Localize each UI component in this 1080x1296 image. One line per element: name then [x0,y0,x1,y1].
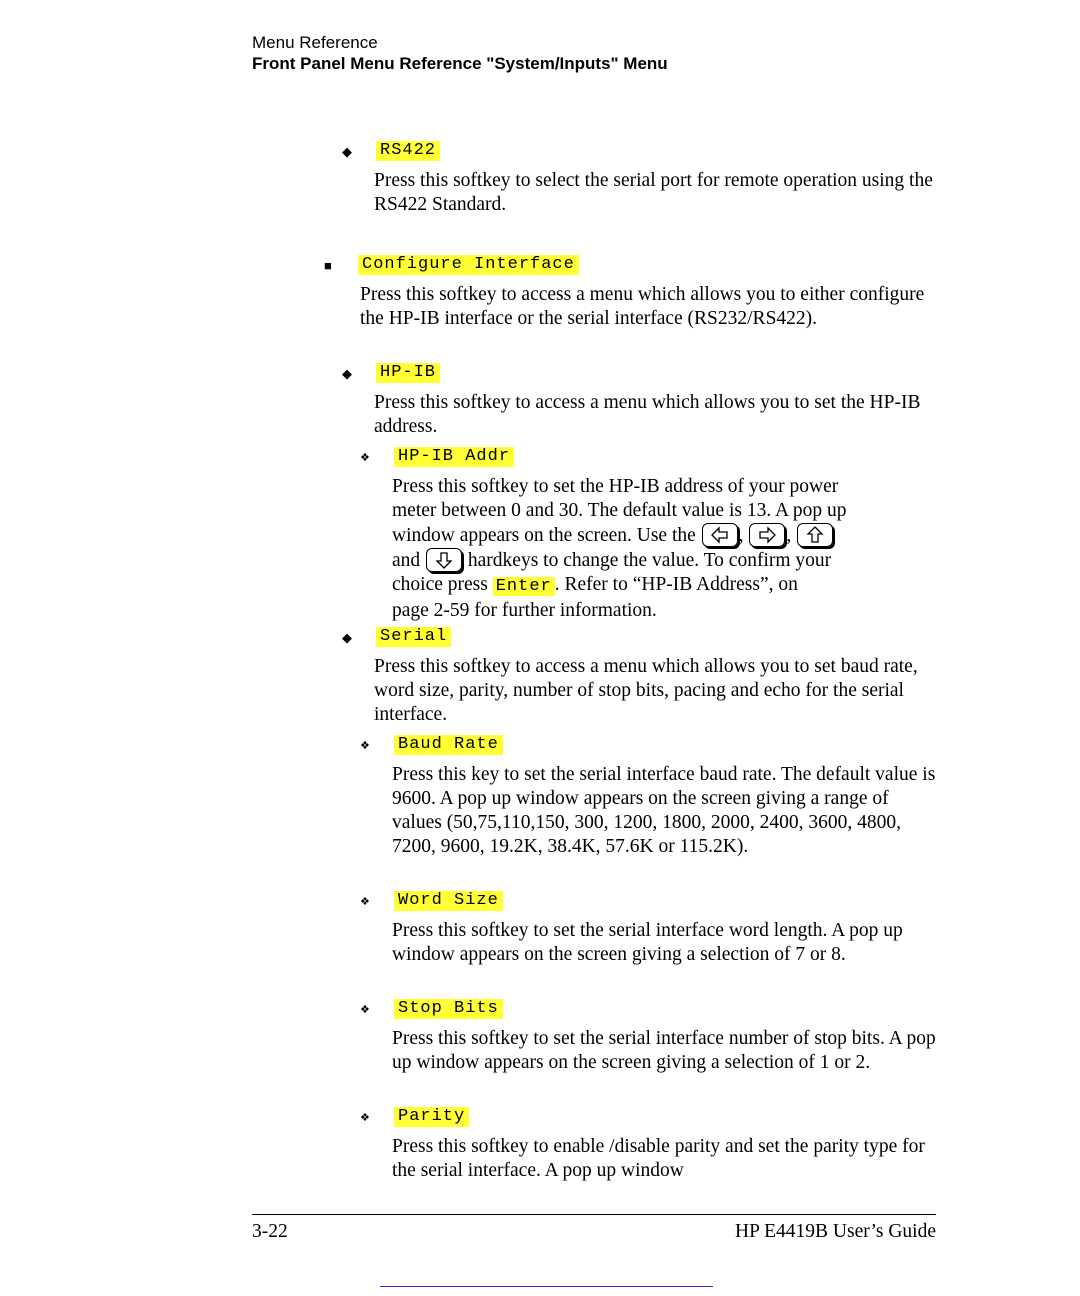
softkey-parity: Parity [394,1107,469,1127]
bottom-link-line [380,1286,713,1287]
header-subtitle: Front Panel Menu Reference "System/Inputs" Menu [252,54,668,73]
word-size-description: Press this softkey to set the serial interface word length. A pop up window appears on the screen giving a selection of 7 or 8. [392,920,903,965]
small-bullet: ❖ [360,896,370,908]
up-arrow-hardkey-icon [797,523,833,547]
diamond-bullet: ◆ [342,366,352,381]
hpib-addr-line5 [392,573,937,599]
down-arrow-hardkey-icon [426,548,462,572]
hpib-addr-line4-text: hardkeys to change the value. To confirm your [467,550,832,571]
softkey-rs422: RS422 [376,141,440,161]
softkey-configure-interface: Configure Interface [358,255,579,275]
baud-rate-description: Press this key to set the serial interface baud rate. The default value is 9600. A pop up window appears on the screen giving a range of values (50,75,110,150, 300, 1200, 1800, 2000, 2400, 3600, 4800, 7200, 9600, 19.2K, 38.4K, 57.6K or 115.2K). [392,764,936,857]
small-bullet: ❖ [360,452,370,464]
hpib-addr-line3: window appears on the screen. Use the , , [392,523,937,548]
softkey-enter: Enter [493,577,555,596]
parity-description: Press this softkey to enable /disable parity and set the parity type for the serial interface. A pop up window [392,1136,925,1181]
serial-description: Press this softkey to access a menu which allows you to set baud rate, word size, parity, number of stop bits, pacing and echo for the serial interface. [374,656,918,725]
small-bullet: ❖ [360,1112,370,1124]
hpib-addr-line5-text: choice press [392,574,488,595]
right-arrow-hardkey-icon [749,523,785,547]
hpib-addr-line2: meter between 0 and 30. The default value is 13. A pop up [392,500,847,521]
footer-rule [252,1214,936,1215]
square-bullet: ■ [324,258,332,273]
hpib-addr-line4 [392,548,937,573]
softkey-serial: Serial [376,627,451,647]
hpib-addr-line3-text: window appears on the screen. Use the [392,525,696,546]
hpib-addr-line1: Press this softkey to set the HP-IB address of your power [392,476,839,497]
diamond-bullet: ◆ [342,144,352,159]
diamond-bullet: ◆ [342,630,352,645]
softkey-stop-bits: Stop Bits [394,999,503,1019]
page-number: 3-22 [252,1221,288,1242]
hpib-addr-description [392,475,937,623]
stop-bits-description: Press this softkey to set the serial interface number of stop bits. A pop up window appears on the screen giving a selection of 1 or 2. [392,1028,936,1073]
rs422-description: Press this softkey to select the serial port for remote operation using the RS422 Standard. [374,170,933,215]
softkey-word-size: Word Size [394,891,503,911]
small-bullet: ❖ [360,740,370,752]
hpib-addr-line5-ref: . Refer to “HP-IB Address”, on [554,574,798,595]
left-arrow-hardkey-icon [702,523,738,547]
hpib-addr-line4-and: and [392,550,421,571]
softkey-hpib: HP-IB [376,363,440,383]
guide-title: HP E4419B User’s Guide [735,1221,936,1242]
configure-interface-description: Press this softkey to access a menu which allows you to either configure the HP-IB interface or the serial interface (RS232/RS422). [360,284,925,329]
small-bullet: ❖ [360,1004,370,1016]
header-section: Menu Reference [252,33,378,52]
softkey-baud-rate: Baud Rate [394,735,503,755]
softkey-hpib-addr: HP-IB Addr [394,447,514,467]
hpib-description: Press this softkey to access a menu which allows you to set the HP-IB address. [374,392,921,437]
hpib-addr-line6: page 2-59 for further information. [392,600,657,621]
